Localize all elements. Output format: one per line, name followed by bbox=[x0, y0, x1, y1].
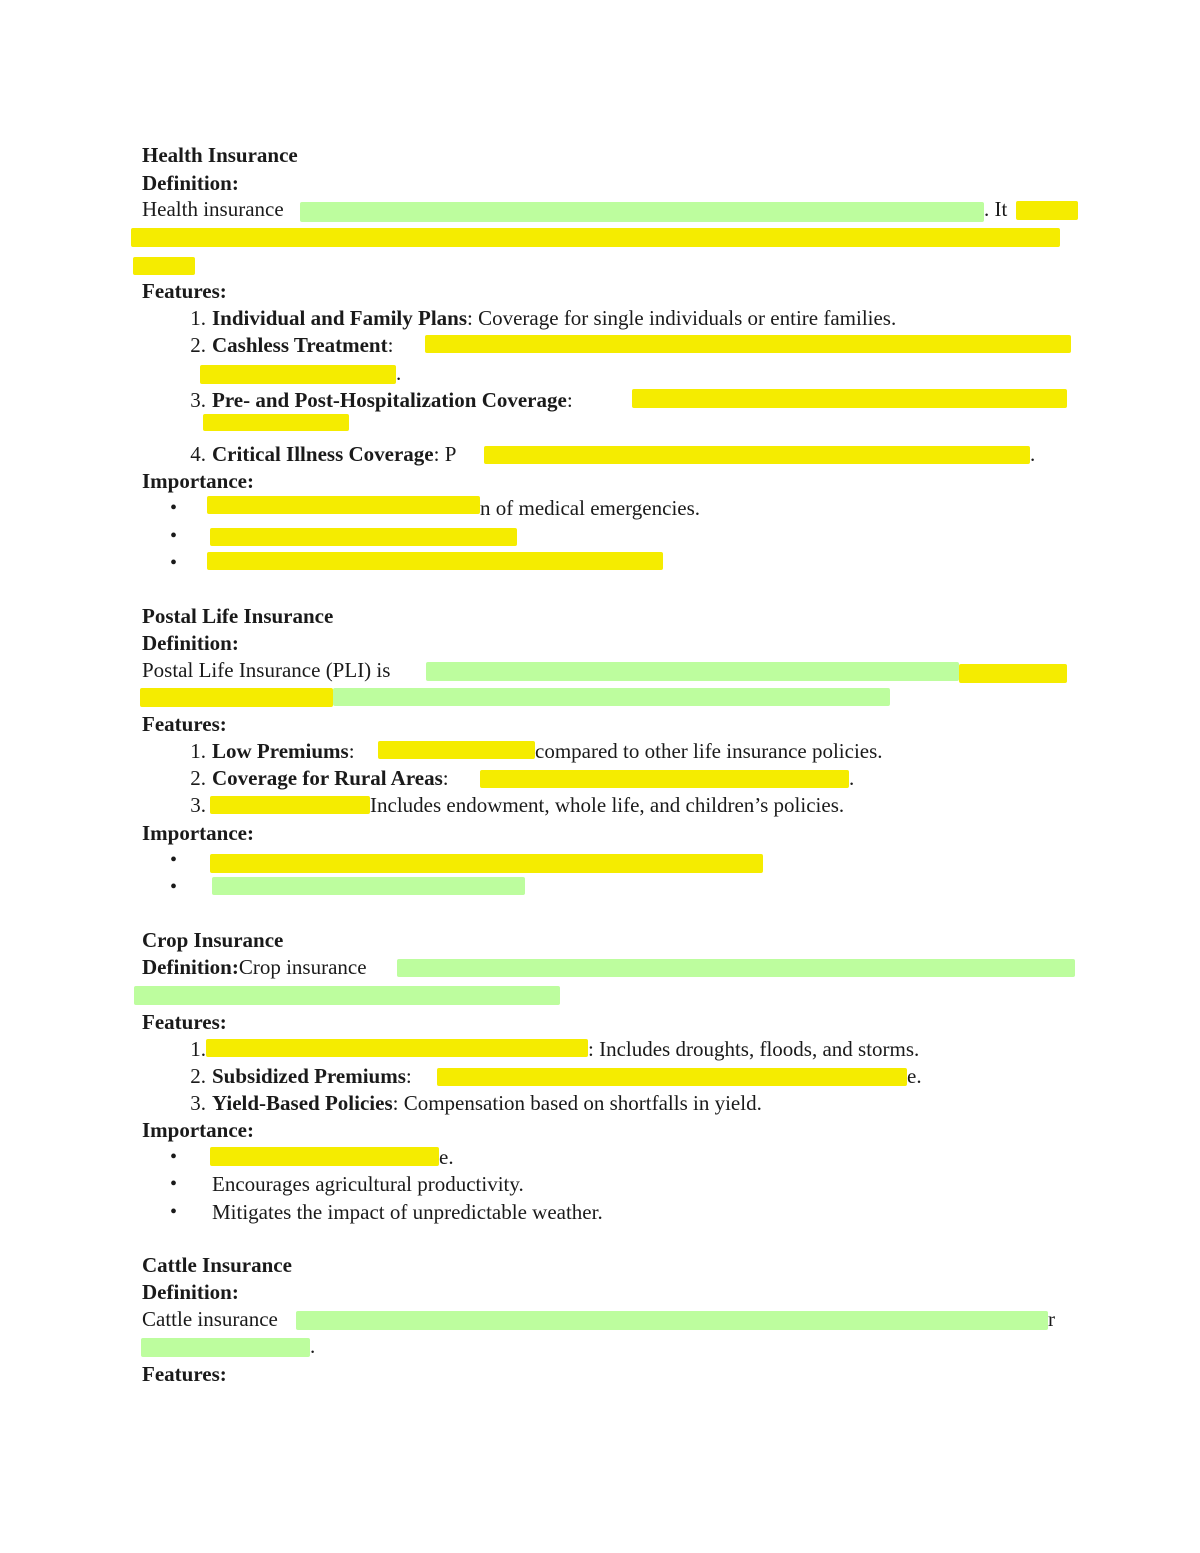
redaction-highlight bbox=[210, 796, 370, 814]
line-end: r bbox=[1048, 1307, 1055, 1331]
feature-description: : bbox=[387, 333, 394, 357]
feature-description: : Compensation based on shortfalls in yield. bbox=[392, 1091, 762, 1115]
list-text bbox=[212, 332, 393, 358]
feature-term: Critical Illness Coverage bbox=[212, 442, 434, 466]
line-end: Includes endowment, whole life, and children’s policies. bbox=[370, 793, 845, 817]
definition-text: Cattle insurance bbox=[142, 1307, 278, 1331]
redaction-highlight bbox=[131, 228, 1060, 247]
redaction-highlight bbox=[437, 1068, 907, 1086]
feature-term: Individual and Family Plans bbox=[212, 306, 468, 330]
redaction-highlight bbox=[1016, 201, 1078, 220]
features-label: Features: bbox=[142, 1010, 227, 1034]
bullet-icon: • bbox=[170, 1201, 178, 1223]
list-text bbox=[212, 738, 355, 764]
section-title-postal: Postal Life Insurance bbox=[142, 604, 334, 628]
list-text bbox=[212, 765, 449, 791]
line-end: compared to other life insurance policies. bbox=[535, 739, 883, 763]
redaction-highlight bbox=[207, 552, 663, 570]
list-number: 1. bbox=[190, 739, 206, 763]
redaction-highlight bbox=[300, 202, 984, 222]
importance-label: Importance: bbox=[142, 1118, 254, 1142]
bullet-text: e. bbox=[439, 1145, 454, 1169]
redaction-highlight bbox=[133, 257, 195, 275]
feature-term: Low Premiums bbox=[212, 739, 349, 763]
features-label: Features: bbox=[142, 279, 227, 303]
bullet-icon: • bbox=[170, 849, 178, 871]
list-number: 2. bbox=[190, 766, 206, 790]
definition-label: Definition: bbox=[142, 631, 239, 655]
feature-description: : bbox=[348, 739, 355, 763]
list-text bbox=[212, 387, 573, 413]
line-end: . bbox=[396, 361, 402, 385]
redaction-highlight bbox=[378, 741, 535, 759]
redaction-highlight bbox=[206, 1039, 588, 1057]
redaction-highlight bbox=[333, 688, 890, 706]
redaction-highlight bbox=[134, 986, 560, 1005]
redaction-highlight bbox=[210, 1147, 439, 1166]
bullet-icon: • bbox=[170, 497, 178, 519]
redaction-highlight bbox=[210, 854, 763, 873]
bullet-icon: • bbox=[170, 876, 178, 898]
redaction-highlight bbox=[426, 662, 959, 681]
list-number: 3. bbox=[190, 793, 206, 817]
list-number: 1. bbox=[190, 1037, 206, 1061]
feature-term: Cashless Treatment bbox=[212, 333, 388, 357]
list-text bbox=[212, 305, 896, 331]
redaction-highlight bbox=[484, 446, 1030, 464]
feature-term: Subsidized Premiums bbox=[212, 1064, 406, 1088]
feature-term: Yield-Based Policies bbox=[212, 1091, 393, 1115]
list-number: 3. bbox=[190, 388, 206, 412]
definition-text: Postal Life Insurance (PLI) is bbox=[142, 658, 391, 682]
feature-description: : bbox=[442, 766, 449, 790]
definition-line bbox=[142, 954, 367, 980]
list-number: 2. bbox=[190, 1064, 206, 1088]
redaction-highlight bbox=[140, 688, 333, 707]
definition-label: Definition: bbox=[142, 955, 239, 979]
redaction-highlight bbox=[959, 664, 1067, 683]
list-number: 4. bbox=[190, 442, 206, 466]
line-end: . bbox=[849, 766, 855, 790]
redaction-highlight bbox=[425, 335, 1071, 353]
bullet-text: n of medical emergencies. bbox=[480, 496, 701, 520]
redaction-highlight bbox=[200, 365, 396, 384]
redaction-highlight bbox=[141, 1338, 310, 1357]
redaction-highlight bbox=[296, 1311, 1048, 1330]
definition-label: Definition: bbox=[142, 171, 239, 195]
line-end: . bbox=[1030, 442, 1036, 466]
feature-description: : bbox=[566, 388, 573, 412]
redaction-highlight bbox=[210, 528, 517, 546]
list-text bbox=[212, 1090, 762, 1116]
importance-label: Importance: bbox=[142, 821, 254, 845]
line-end: : Includes droughts, floods, and storms. bbox=[588, 1037, 920, 1061]
redaction-highlight bbox=[397, 959, 1075, 977]
bullet-icon: • bbox=[170, 525, 178, 547]
feature-description: : P bbox=[433, 442, 457, 466]
redaction-highlight bbox=[203, 414, 349, 431]
feature-term: Coverage for Rural Areas bbox=[212, 766, 443, 790]
redaction-highlight bbox=[212, 877, 525, 895]
definition-continuation: . It bbox=[984, 197, 1008, 221]
definition-text bbox=[142, 196, 284, 222]
feature-term: Pre- and Post-Hospitalization Coverage bbox=[212, 388, 567, 412]
redaction-highlight bbox=[632, 389, 1067, 408]
feature-description: : Coverage for single individuals or entire families. bbox=[467, 306, 897, 330]
features-label: Features: bbox=[142, 712, 227, 736]
list-text bbox=[212, 441, 456, 467]
definition-start: Health insurance bbox=[142, 197, 284, 221]
section-title-health: Health Insurance bbox=[142, 143, 298, 167]
redaction-highlight bbox=[480, 770, 849, 788]
bullet-text: Encourages agricultural productivity. bbox=[212, 1172, 524, 1196]
section-title-crop: Crop Insurance bbox=[142, 928, 284, 952]
importance-label: Importance: bbox=[142, 469, 254, 493]
list-number: 1. bbox=[190, 306, 206, 330]
definition-label: Definition: bbox=[142, 1280, 239, 1304]
line-end: . bbox=[310, 1334, 316, 1358]
bullet-icon: • bbox=[170, 552, 178, 574]
bullet-icon: • bbox=[170, 1173, 178, 1195]
definition-text: Crop insurance bbox=[238, 955, 367, 979]
features-label: Features: bbox=[142, 1362, 227, 1386]
feature-description: : bbox=[405, 1064, 412, 1088]
list-number: 2. bbox=[190, 333, 206, 357]
list-number: 3. bbox=[190, 1091, 206, 1115]
bullet-icon: • bbox=[170, 1146, 178, 1168]
section-title-cattle: Cattle Insurance bbox=[142, 1253, 292, 1277]
line-end: e. bbox=[907, 1064, 922, 1088]
list-text bbox=[212, 1063, 412, 1089]
bullet-text: Mitigates the impact of unpredictable weather. bbox=[212, 1200, 603, 1224]
redaction-highlight bbox=[207, 496, 480, 514]
